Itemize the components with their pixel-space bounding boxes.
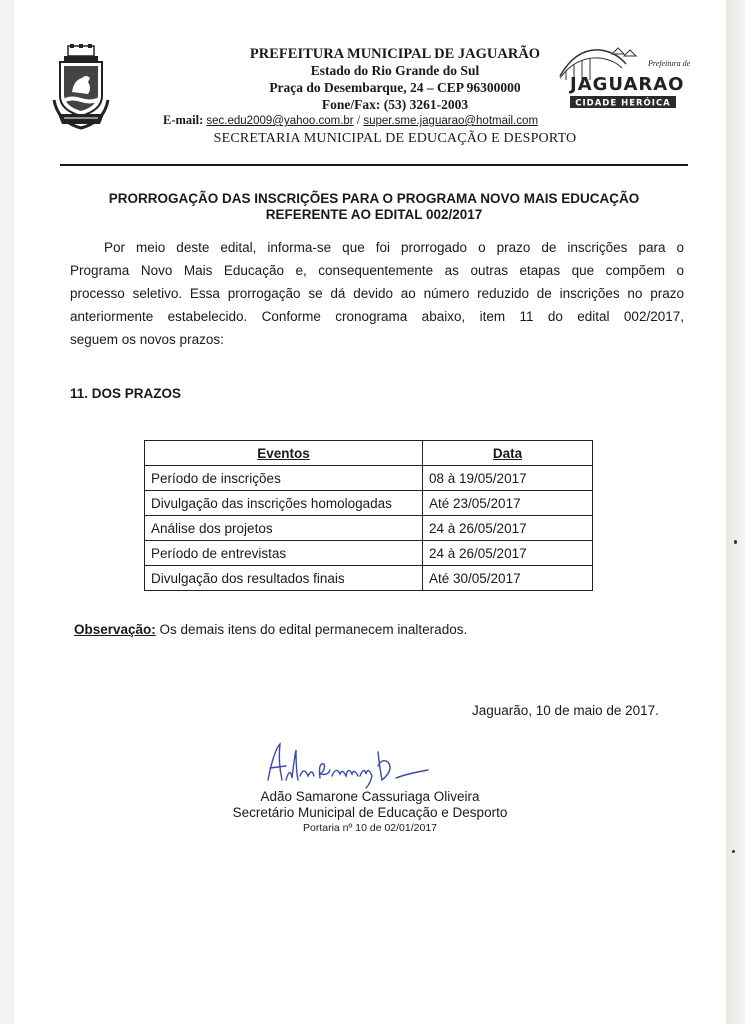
event-cell: Divulgação dos resultados finais <box>145 566 423 591</box>
header-secretaria: SECRETARIA MUNICIPAL DE EDUCAÇÃO E DESPORTO <box>213 131 577 146</box>
table-row <box>145 516 593 541</box>
header-address: Praça do Desembarque, 24 – CEP 96300000 <box>269 80 521 95</box>
date-cell: 08 à 19/05/2017 <box>423 466 593 491</box>
body-paragraph <box>70 236 684 351</box>
header-estado: Estado do Rio Grande do Sul <box>310 63 480 78</box>
email-link-1[interactable]: sec.edu2009@yahoo.com.br <box>206 115 354 127</box>
date-cell: Até 30/05/2017 <box>423 566 593 591</box>
signatory-role: Secretário Municipal de Educação e Desporto <box>232 805 508 820</box>
body-line: processo seletivo. Essa prorrogação se dá devido ao número reduzido de inscrições no prazo <box>70 286 684 301</box>
column-header-eventos: Eventos <box>145 441 423 466</box>
body-line: Programa Novo Mais Educação e, consequentemente as outras etapas que compõem o <box>70 263 684 278</box>
header-phone: Fone/Fax: (53) 3261-2003 <box>321 97 469 112</box>
signatory-portaria: Portaria nº 10 de 02/01/2017 <box>302 822 438 834</box>
date-cell: 24 à 26/05/2017 <box>423 516 593 541</box>
table-header-row <box>145 441 593 466</box>
place-and-date: Jaguarão, 10 de maio de 2017. <box>472 703 659 718</box>
column-header-data: Data <box>423 441 593 466</box>
table-row <box>145 566 593 591</box>
event-cell: Divulgação das inscrições homologadas <box>145 491 423 516</box>
event-cell: Análise dos projetos <box>145 516 423 541</box>
table-row <box>145 541 593 566</box>
schedule-table <box>144 440 593 591</box>
document-title-line1: PRORROGAÇÃO DAS INSCRIÇÕES PARA O PROGRAMA NOVO MAIS EDUCAÇÃO <box>108 191 640 206</box>
logo-name: JAGUARAO <box>570 74 685 95</box>
date-cell: Até 23/05/2017 <box>423 491 593 516</box>
scan-speck <box>732 850 735 853</box>
scan-edge <box>726 0 745 1024</box>
event-cell: Período de entrevistas <box>145 541 423 566</box>
table-row <box>145 491 593 516</box>
header-email <box>163 113 538 128</box>
signatory-name: Adão Samarone Cassuriaga Oliveira <box>260 789 480 804</box>
logo-script-text: Prefeitura de <box>648 59 691 68</box>
body-line: seguem os novos prazos: <box>70 332 224 347</box>
scan-speck <box>734 540 737 544</box>
email-label: E-mail: <box>163 113 204 127</box>
table-row <box>145 466 593 491</box>
email-separator: / <box>353 113 364 127</box>
email-link-2[interactable]: super.sme.jaguarao@hotmail.com <box>363 115 539 127</box>
observation-label: Observação: <box>74 622 156 637</box>
logo-tagline: CIDADE HERÓICA <box>575 98 671 109</box>
observation-text: Os demais itens do edital permanecem inalterados. <box>155 622 468 637</box>
coat-of-arms-logo <box>52 44 110 136</box>
body-line: anteriormente estabelecido. Conforme cronograma abaixo, item 11 do edital 002/2017, <box>70 309 684 324</box>
handwritten-signature <box>256 740 446 790</box>
body-line: Por meio deste edital, informa-se que foi prorrogado o prazo de inscrições para o <box>104 240 684 255</box>
jaguarao-logo <box>556 44 691 112</box>
document-title-line2: REFERENTE AO EDITAL 002/2017 <box>265 207 483 222</box>
header-divider <box>60 164 688 166</box>
event-cell: Período de inscrições <box>145 466 423 491</box>
date-cell: 24 à 26/05/2017 <box>423 541 593 566</box>
observation-note <box>74 622 467 637</box>
header-prefeitura: PREFEITURA MUNICIPAL DE JAGUARÃO <box>249 46 541 62</box>
section-heading: 11. DOS PRAZOS <box>70 386 182 401</box>
